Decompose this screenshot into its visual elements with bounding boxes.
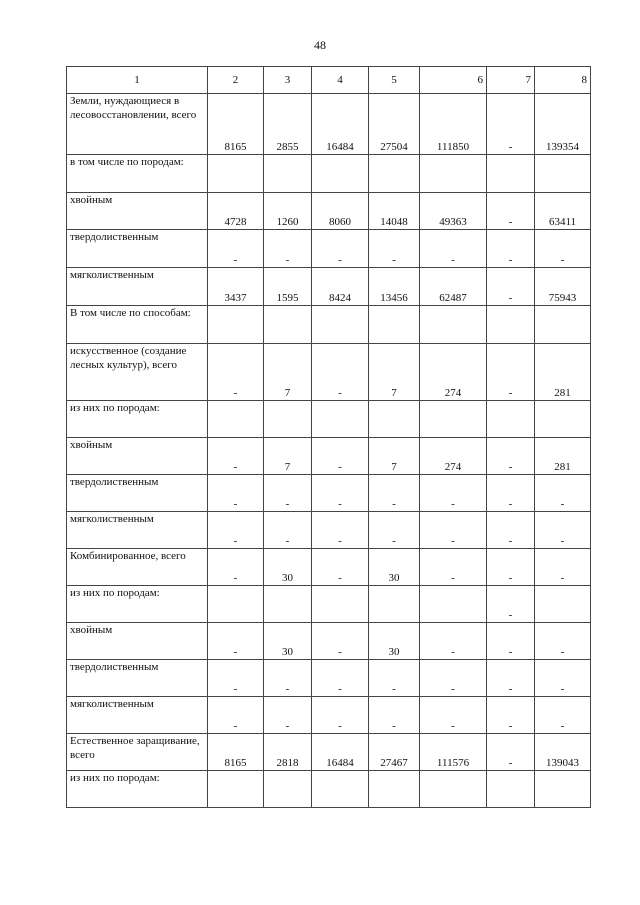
table-cell <box>487 401 535 438</box>
table-cell: - <box>487 623 535 660</box>
column-header: 3 <box>264 67 312 94</box>
table-row <box>67 771 591 808</box>
table-cell: - <box>312 697 369 734</box>
page-number: 48 <box>314 38 326 52</box>
table-cell: - <box>264 475 312 512</box>
table-cell <box>312 586 369 623</box>
table-cell: - <box>487 344 535 401</box>
table-cell: - <box>420 512 487 549</box>
table-cell: - <box>487 193 535 230</box>
table-cell: - <box>535 230 591 268</box>
table-cell: 27504 <box>369 94 420 155</box>
column-header: 2 <box>208 67 264 94</box>
table-cell: - <box>369 660 420 697</box>
table-cell: 7 <box>264 344 312 401</box>
table-row <box>67 734 591 771</box>
table-cell: 4728 <box>208 193 264 230</box>
table-cell: - <box>369 475 420 512</box>
table-cell <box>369 306 420 344</box>
table-row <box>67 268 591 306</box>
table-cell <box>420 306 487 344</box>
table-cell <box>264 155 312 193</box>
table-cell: 30 <box>369 623 420 660</box>
table-cell <box>420 586 487 623</box>
row-label: мягколиственным <box>67 268 208 306</box>
table-cell: - <box>420 660 487 697</box>
table-row <box>67 438 591 475</box>
table-cell: 16484 <box>312 94 369 155</box>
column-header: 1 <box>67 67 208 94</box>
row-label: хвойным <box>67 193 208 230</box>
table-cell: 8424 <box>312 268 369 306</box>
row-label: из них по породам: <box>67 401 208 438</box>
table-cell: - <box>208 344 264 401</box>
table-row <box>67 155 591 193</box>
table-cell: - <box>420 623 487 660</box>
table-cell: 8060 <box>312 193 369 230</box>
row-label: твердолиственным <box>67 230 208 268</box>
table-cell: - <box>264 230 312 268</box>
table-cell <box>487 771 535 808</box>
table-cell: - <box>312 230 369 268</box>
row-label: из них по породам: <box>67 771 208 808</box>
row-label: искусственное (создание лесных культур), всего <box>67 344 208 401</box>
table-cell: 3437 <box>208 268 264 306</box>
table-cell: - <box>420 549 487 586</box>
table-cell: - <box>535 512 591 549</box>
row-label: мягколиственным <box>67 512 208 549</box>
table-cell: - <box>208 697 264 734</box>
table-cell: 274 <box>420 344 487 401</box>
table-cell <box>264 586 312 623</box>
table-cell: - <box>487 512 535 549</box>
table-cell: - <box>487 475 535 512</box>
table-cell: - <box>487 734 535 771</box>
table-cell: - <box>264 660 312 697</box>
table-row <box>67 306 591 344</box>
table-cell: - <box>420 230 487 268</box>
table-cell <box>369 771 420 808</box>
table-cell: - <box>312 660 369 697</box>
table-cell: - <box>208 549 264 586</box>
row-label: Комбинированное, всего <box>67 549 208 586</box>
table-cell: 62487 <box>420 268 487 306</box>
table-cell: 139043 <box>535 734 591 771</box>
table-cell <box>208 586 264 623</box>
row-label: твердолиственным <box>67 475 208 512</box>
table-cell: - <box>312 623 369 660</box>
table-cell: 2818 <box>264 734 312 771</box>
table-cell: 30 <box>369 549 420 586</box>
table-row <box>67 344 591 401</box>
table-cell <box>208 306 264 344</box>
table-cell: 1595 <box>264 268 312 306</box>
table-row <box>67 660 591 697</box>
table-cell <box>208 401 264 438</box>
table-cell <box>535 155 591 193</box>
table-row <box>67 512 591 549</box>
table-cell: 7 <box>369 438 420 475</box>
header-row <box>67 67 591 94</box>
column-header: 7 <box>487 67 535 94</box>
column-header: 8 <box>535 67 591 94</box>
table-cell: - <box>369 512 420 549</box>
table-cell <box>420 771 487 808</box>
table-cell: 111850 <box>420 94 487 155</box>
table-cell: 13456 <box>369 268 420 306</box>
table-cell: - <box>487 230 535 268</box>
table-cell: 8165 <box>208 94 264 155</box>
table-cell <box>369 586 420 623</box>
table-cell: - <box>369 697 420 734</box>
table-cell: - <box>208 230 264 268</box>
table-row <box>67 549 591 586</box>
table-cell: 7 <box>264 438 312 475</box>
table-cell: - <box>264 697 312 734</box>
table-cell: - <box>264 512 312 549</box>
table-cell <box>487 155 535 193</box>
table-cell: - <box>312 475 369 512</box>
table-cell: - <box>535 549 591 586</box>
table-cell: - <box>208 475 264 512</box>
table-cell: 1260 <box>264 193 312 230</box>
table-row <box>67 586 591 623</box>
table-cell: 139354 <box>535 94 591 155</box>
table-row <box>67 623 591 660</box>
table-row <box>67 475 591 512</box>
table-row <box>67 697 591 734</box>
table-cell: 8165 <box>208 734 264 771</box>
table-cell: - <box>487 438 535 475</box>
table-cell <box>264 771 312 808</box>
row-label: хвойным <box>67 623 208 660</box>
table-cell: - <box>535 623 591 660</box>
table-cell: - <box>487 268 535 306</box>
column-header: 6 <box>420 67 487 94</box>
row-label: хвойным <box>67 438 208 475</box>
table-cell <box>208 155 264 193</box>
table-cell: - <box>487 697 535 734</box>
table-cell: - <box>535 475 591 512</box>
row-label: В том числе по способам: <box>67 306 208 344</box>
table-cell: 281 <box>535 344 591 401</box>
table-row <box>67 401 591 438</box>
table-cell: - <box>312 549 369 586</box>
row-label: из них по породам: <box>67 586 208 623</box>
table-cell <box>535 771 591 808</box>
table-cell: 14048 <box>369 193 420 230</box>
table-cell: - <box>312 344 369 401</box>
table-cell: 111576 <box>420 734 487 771</box>
table-cell: 30 <box>264 623 312 660</box>
table-cell: - <box>487 586 535 623</box>
table-body <box>67 94 591 808</box>
column-header: 5 <box>369 67 420 94</box>
table-cell: - <box>208 512 264 549</box>
table-cell: - <box>420 475 487 512</box>
table-cell: 281 <box>535 438 591 475</box>
table-cell <box>312 306 369 344</box>
table-cell <box>420 401 487 438</box>
table-cell <box>208 771 264 808</box>
table-cell: - <box>208 660 264 697</box>
table-cell: - <box>208 438 264 475</box>
table-cell <box>369 401 420 438</box>
table-cell: - <box>208 623 264 660</box>
forest-regeneration-table <box>66 66 591 808</box>
table-cell: - <box>535 697 591 734</box>
row-label: Земли, нуждающиеся в лесовосстановлении, всего <box>67 94 208 155</box>
table-row <box>67 230 591 268</box>
table-cell <box>535 586 591 623</box>
table-cell: - <box>487 549 535 586</box>
table-cell: 75943 <box>535 268 591 306</box>
table-cell: 49363 <box>420 193 487 230</box>
table-row <box>67 94 591 155</box>
table-cell <box>264 401 312 438</box>
table-cell: 27467 <box>369 734 420 771</box>
table-cell: 63411 <box>535 193 591 230</box>
table-cell: - <box>312 438 369 475</box>
row-label: твердолиственным <box>67 660 208 697</box>
table-cell <box>420 155 487 193</box>
table-cell: 274 <box>420 438 487 475</box>
table-cell: - <box>535 660 591 697</box>
row-label: мягколиственным <box>67 697 208 734</box>
table-cell <box>312 401 369 438</box>
table-cell <box>487 306 535 344</box>
table-cell <box>369 155 420 193</box>
table-cell: - <box>312 512 369 549</box>
table-cell: - <box>487 94 535 155</box>
row-label: Естественное заращивание, всего <box>67 734 208 771</box>
row-label: в том числе по породам: <box>67 155 208 193</box>
table-cell <box>312 155 369 193</box>
table-cell <box>312 771 369 808</box>
column-header: 4 <box>312 67 369 94</box>
table-cell: 7 <box>369 344 420 401</box>
table-cell: - <box>487 660 535 697</box>
table-cell <box>264 306 312 344</box>
table-cell: 30 <box>264 549 312 586</box>
table-row <box>67 193 591 230</box>
table-cell <box>535 306 591 344</box>
table-cell: 2855 <box>264 94 312 155</box>
table-cell <box>535 401 591 438</box>
table-cell: - <box>369 230 420 268</box>
table-cell: 16484 <box>312 734 369 771</box>
table-cell: - <box>420 697 487 734</box>
